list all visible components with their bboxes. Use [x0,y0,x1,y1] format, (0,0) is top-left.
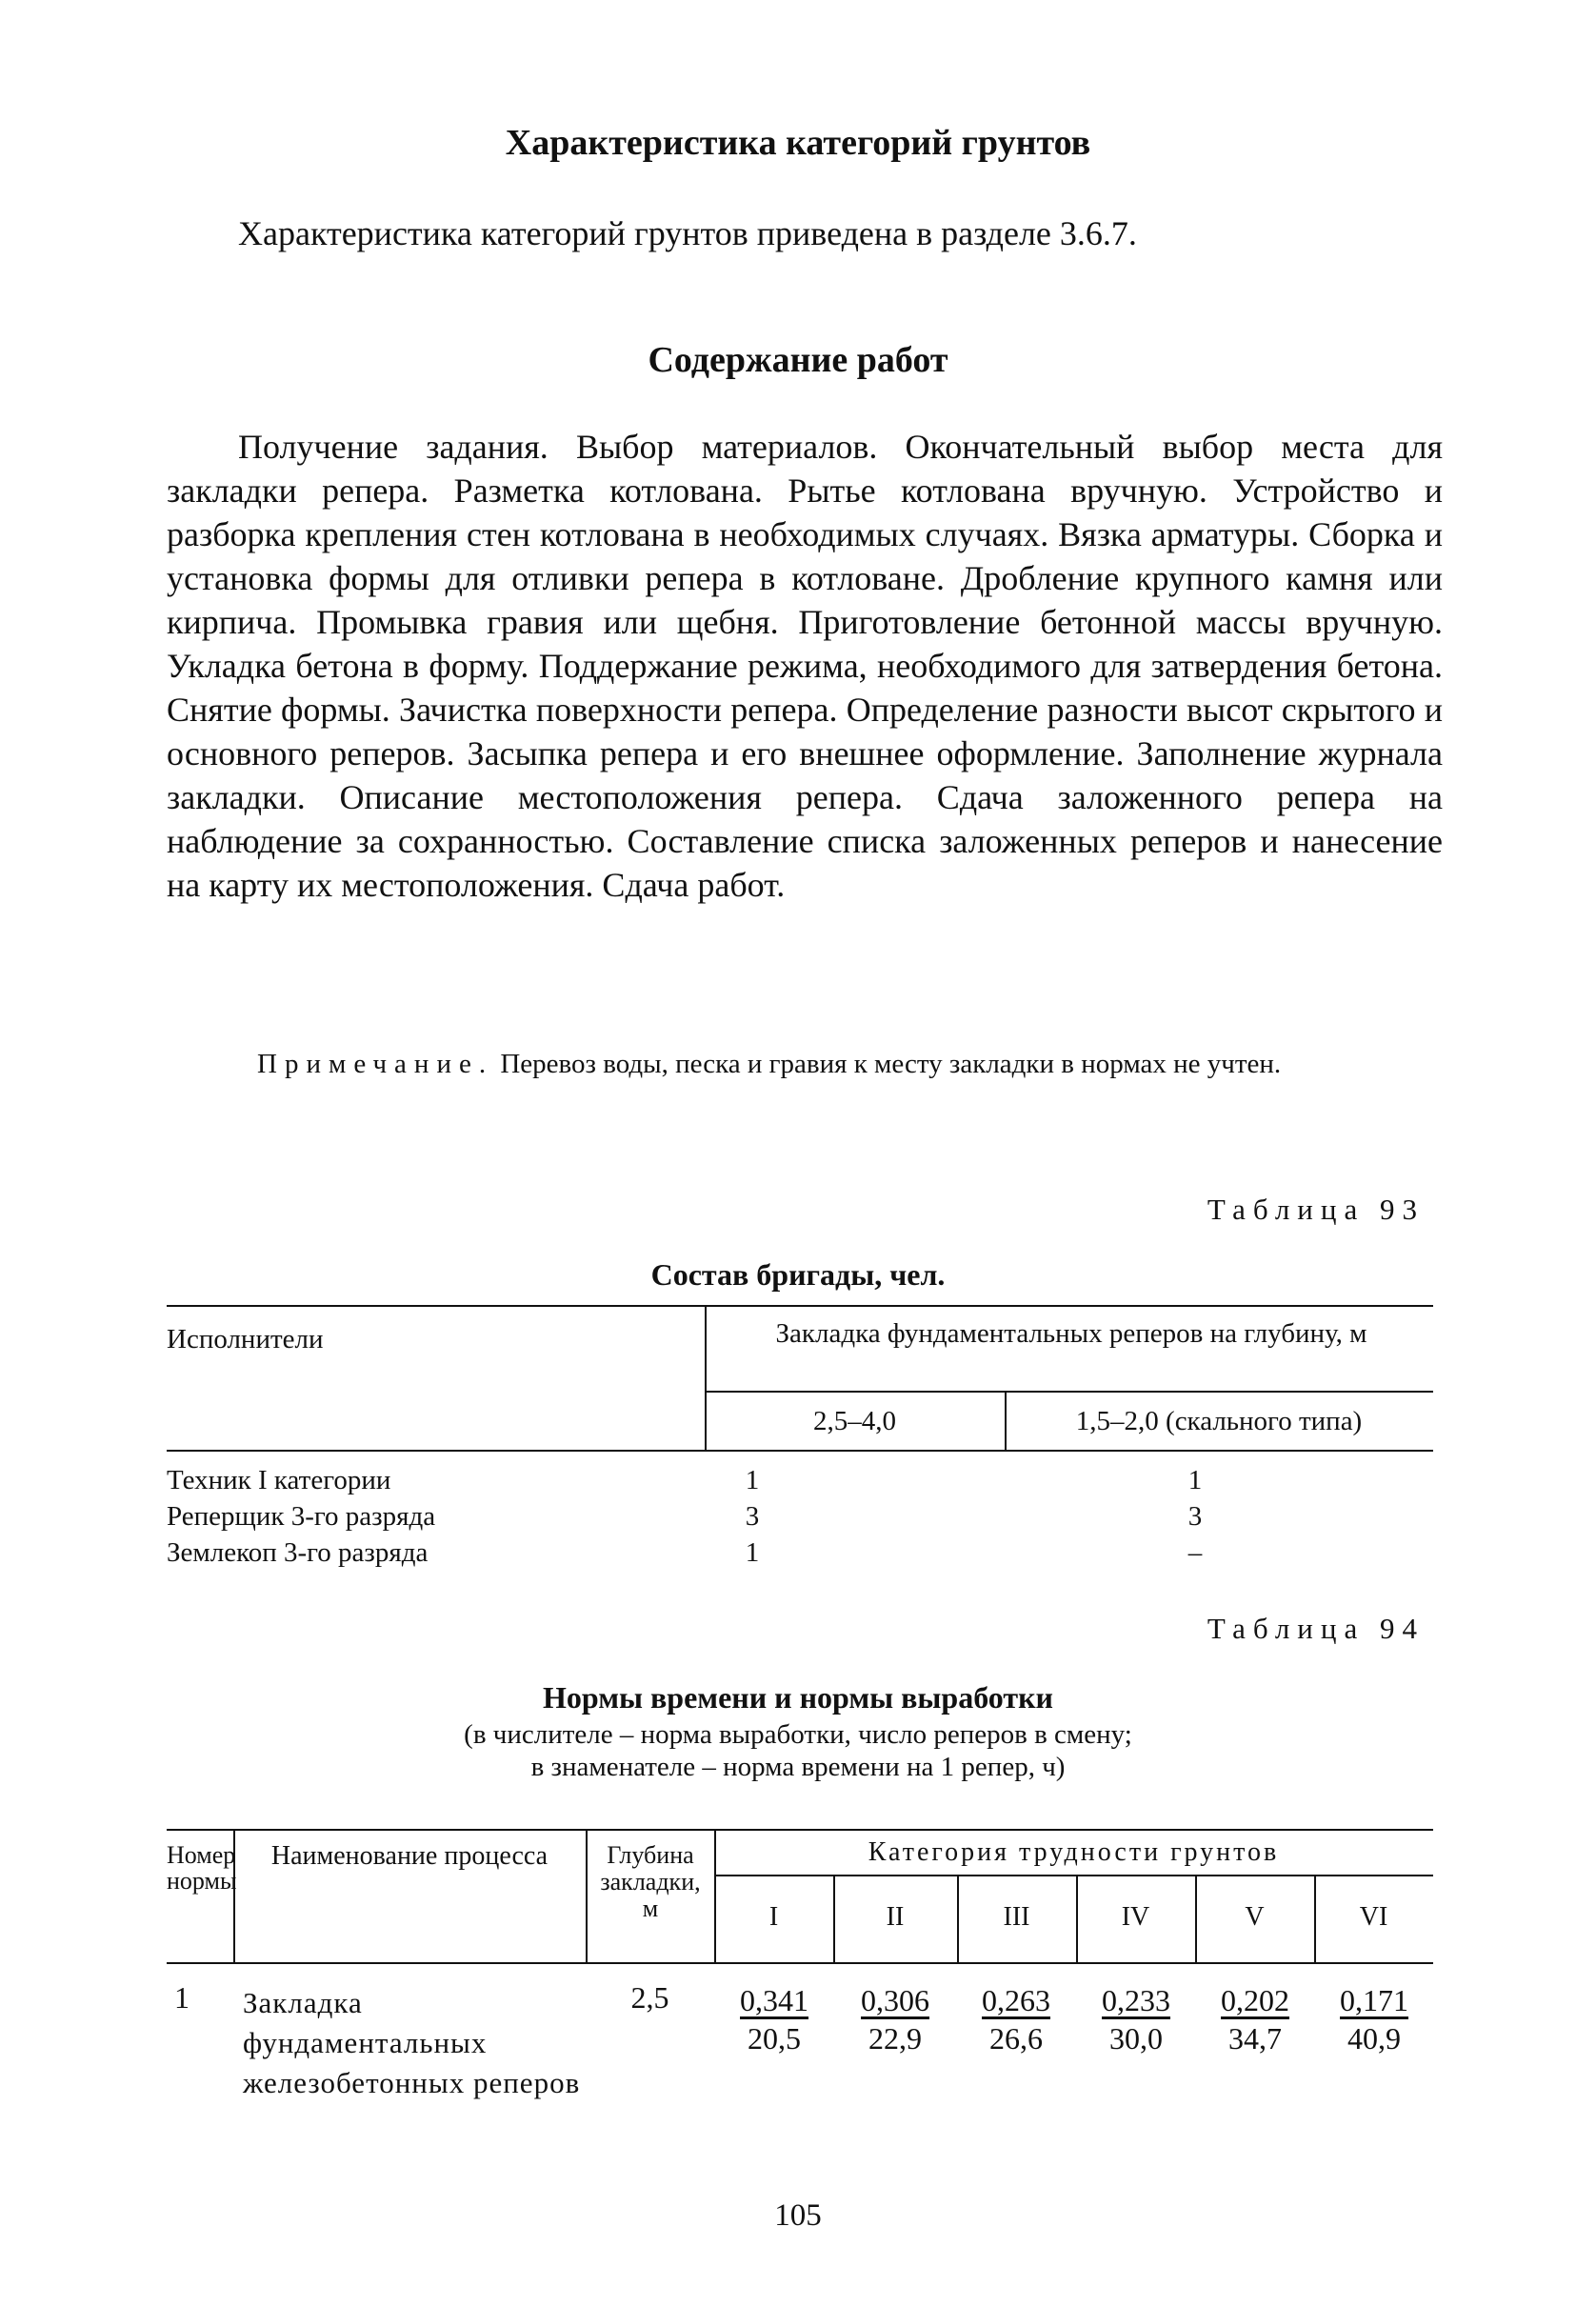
category-header: I [768,1902,779,1932]
time-norm: 26,6 [989,2021,1043,2056]
col-header-norm-number: Номер нормы [167,1841,237,1895]
col-header-depth-b: 1,5–2,0 (скального типа) [1075,1406,1363,1436]
count-b: 1 [1187,1465,1203,1495]
time-norm: 30,0 [1109,2021,1163,2056]
norm-fraction [848,1981,943,2057]
table-94-subtitle-1: (в числителе – норма выработки, число реперов в смену; [464,1719,1132,1750]
norm-fraction [1088,1981,1184,2057]
performer-name: Реперщик 3-го разряда [167,1501,436,1532]
page-number: 105 [774,2198,822,2233]
count-b: 3 [1187,1501,1203,1532]
intro-paragraph: Характеристика категорий грунтов приведена в разделе 3.6.7. [238,214,1137,252]
output-norm: 0,306 [861,1983,929,2017]
table-rule [167,1305,1433,1307]
output-norm: 0,233 [1102,1983,1170,2017]
norm-fraction [968,1981,1064,2057]
section-heading-work-content: Содержание работ [648,340,948,380]
work-content-paragraph: Получение задания. Выбор материалов. Окончательный выбор места для закладки репера. Разметка котлована. Рытье котлована вручную. Устройство и разборка крепления стен котлована в необходимых случаях. Вязка арматуры. Сборка и установка формы для отливки репера в котловане. Дробление крупного камня или кирпича. Промывка гравия или щебня. Приготовление бетонной массы вручную. Укладка бетона в форму. Поддержание режима, необходимого для затвердения бетона. Снятие формы. Зачистка поверхности репера. Определение разности высот скрытого и основного реперов. Засыпка репера и его внешнее оформление. Заполнение журнала закладки. Описание местоположения репера. Сдача заложенного репера на наблюдение за сохранностью. Составление списка заложенных реперов и нанесение на карту их местоположения. Сдача работ. [167,428,1443,904]
performer-name: Техник I категории [167,1465,391,1495]
output-norm: 0,263 [982,1983,1050,2017]
col-header-depth-group: Закладка фундаментальных реперов на глубину, м [775,1318,1367,1349]
note-paragraph [167,1046,1443,1082]
col-header-depth-a: 2,5–4,0 [813,1406,896,1436]
category-header: IV [1121,1902,1150,1932]
table-row [167,1537,1433,1574]
norm-number: 1 [174,1980,190,2015]
performer-name: Землекоп 3-го разряда [167,1537,429,1568]
table-94-title: Нормы времени и нормы выработки [543,1680,1053,1715]
output-norm: 0,171 [1340,1983,1408,2017]
table-rule [167,1450,1433,1452]
output-norm: 0,202 [1221,1983,1289,2017]
process-name: Закладка фундаментальных железобетонных реперов [243,1986,581,2099]
time-norm: 34,7 [1228,2021,1282,2056]
col-header-category-group: Категория трудности грунтов [868,1837,1280,1867]
category-header: VI [1359,1902,1388,1932]
time-norm: 40,9 [1347,2021,1401,2056]
table-rule [167,1962,1433,1964]
time-norm: 20,5 [748,2021,801,2056]
table-rule [714,1875,1433,1876]
category-header: III [1003,1902,1030,1932]
table-93-label: Таблица 93 [1207,1193,1425,1226]
category-header: II [886,1902,905,1932]
norm-fraction [727,1981,822,2057]
time-norm: 22,9 [868,2021,922,2056]
table-row [167,1465,1433,1501]
depth-value: 2,5 [630,1980,669,2015]
norm-fraction [1327,1981,1422,2057]
output-norm: 0,341 [740,1983,808,2017]
col-header-depth: Глубина закладки, м [600,1841,701,1922]
table-row [167,1501,1433,1537]
note-label: Примечание. [257,1049,494,1079]
norm-fraction [1207,1981,1303,2057]
count-a: 3 [745,1501,760,1532]
count-a: 1 [745,1537,760,1568]
count-a: 1 [745,1465,760,1495]
col-header-performers: Исполнители [167,1324,324,1354]
section-heading-soil-categories: Характеристика категорий грунтов [505,123,1091,163]
table-94-label: Таблица 94 [1207,1612,1425,1645]
col-header-process: Наименование процесса [270,1841,549,1871]
table-94-subtitle-2: в знаменателе – норма времени на 1 репер, ч) [530,1752,1066,1782]
table-rule [705,1391,1433,1393]
table-rule [167,1829,1433,1831]
note-text: Перевоз воды, песка и гравия к месту закладки в нормах не учтен. [500,1049,1282,1079]
table-93-title: Состав бригады, чел. [650,1257,946,1292]
category-header: V [1245,1902,1265,1932]
table-rule [586,1829,588,1962]
count-b: – [1187,1537,1203,1568]
